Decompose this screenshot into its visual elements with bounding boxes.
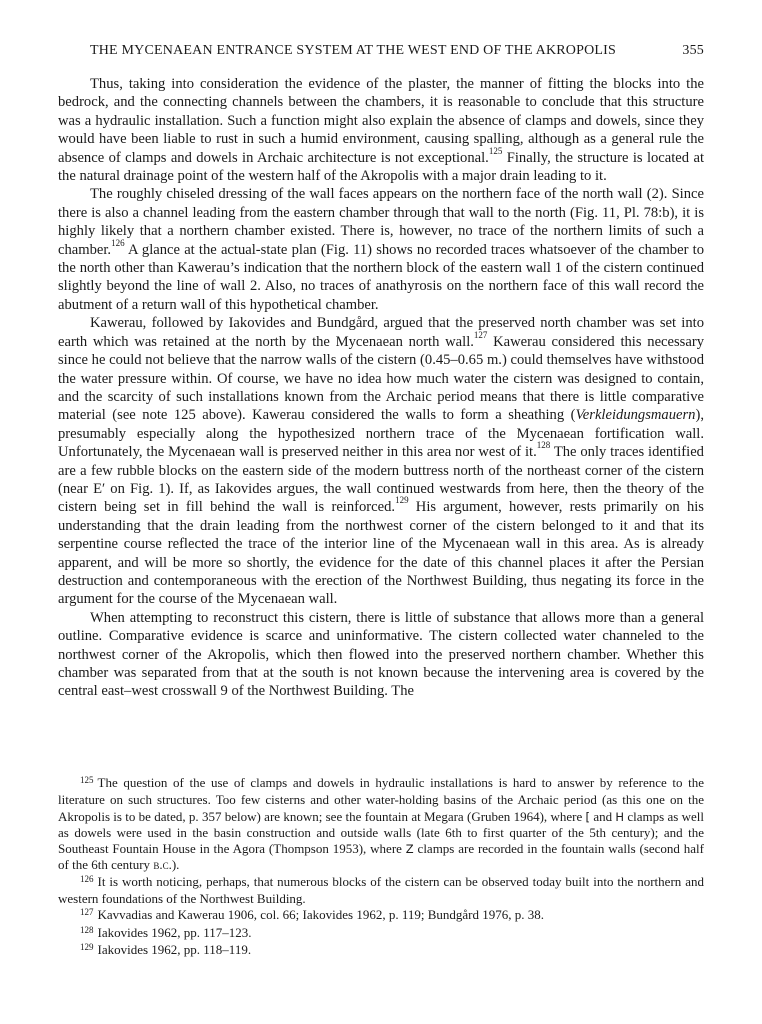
clamp-glyph-h: H: [615, 809, 625, 824]
paragraph-1: Thus, taking into consideration the evidence of the plaster, the manner of fitting the blocks into the bedrock, and the connecting channels between the chambers, it is reasonable to conclude that this structure was a hydraulic installation. Such a function might also explain the absence of clamps and dowels, since they would have been liable to rust in such a humid environment, causing spalling, although as a general rule the absence of clamps and dowels in Archaic architecture is not exceptional.$^{125}$ Finally, the structure is located at the natural drainage point of the western half of the Akropolis with a major drain leading to it.: [58, 76, 704, 185]
footnote-127: $^{127}$ Kavvadias and Kawerau 1906, col. 66; Iakovides 1962, p. 119; Bundgård 1976, p. 38.: [80, 907, 544, 923]
era-abbreviation: b.c.: [153, 857, 172, 873]
main-text: [58, 75, 704, 701]
footnote-number: 127: [80, 907, 94, 918]
clamp-glyph-bracket: [: [585, 809, 591, 824]
footnote-128: $^{128}$ Iakovides 1962, pp. 117–123.: [80, 924, 252, 940]
clamp-glyph-z: Z: [405, 842, 414, 857]
footnote-number: 129: [80, 941, 94, 952]
footnote-ref-129[interactable]: 129: [395, 495, 409, 506]
paragraph-4: When attempting to reconstruct this cistern, there is little of substance that allows more than a general outline. Comparative evidence is scarce and uninformative. The cistern collected water channeled to the northwest corner of the Akropolis, which then flowed into the preserved northern chamber. Whether this chamber was separated from that at the south is not known because the intervening area is covered by the central east–west crosswall 9 of the Northwest Building. The: [58, 609, 704, 700]
footnote-ref-125[interactable]: 125: [488, 145, 503, 156]
footnote-number: 128: [80, 924, 94, 935]
running-title: THE MYCENAEAN ENTRANCE SYSTEM AT THE WEST END OF THE AKROPOLIS: [90, 43, 617, 58]
running-header: [90, 43, 704, 59]
paragraph-2: The roughly chiseled dressing of the wall faces appears on the northern face of the north wall (2). Since there is also a channel leading from the eastern chamber through that wall to the north (Fig. 11, Pl. 78:b), it is highly likely that a northern chamber existed. There is, however, no trace of the northern limits of such a chamber.$^{126}$ A glance at the actual-state plan (Fig. 11) shows no recorded traces whatsoever of the chamber to the north other than Kawerau’s indication that the northern block of the eastern wall 1 of the cistern continued slightly beyond the line of wall 2. Also, no traces of anathyrosis on the northern face of this wall record the abutment of a return wall of this hypothetical chamber.: [58, 186, 704, 313]
footnote-ref-126[interactable]: 126: [111, 237, 125, 248]
footnotes: [58, 775, 704, 959]
footnote-number: 125: [80, 775, 94, 785]
footnote-125: $^{125}$ The question of the use of clamps and dowels in hydraulic installations is hard to answer by reference to the literature on such structures. Too few cisterns and other water-holding basins of the Archaic period (as this one on the Akropolis is to be dated, p. 357 below) are known; see the fountain at Megara (Gruben 1964), where [ and H clamps as well as dowels were used in the basin construction and outside walls (late 6th to first quarter of the 5th century); and the Southeast Fountain House in the Agora (Thompson 1953), where Z clamps are recorded in the fountain walls (second half of the 6th century b.c.).: [58, 775, 704, 873]
footnote-126: $^{126}$ It is worth noticing, perhaps, that numerous blocks of the cistern can be observed today built into the northern and western foundations of the Northwest Building.: [58, 873, 704, 907]
page-number: 355: [682, 43, 704, 58]
italic-term: Verkleidungsmauern: [575, 407, 696, 424]
paragraph-3: Kawerau, followed by Iakovides and Bundgård, argued that the preserved north chamber was set into earth which was retained at the north by the Mycenaean north wall.$^{127}$ Kawerau considered this necessary since he could not believe that the narrow walls of the cistern (0.45–0.65 m.) could themselves have withstood the water pressure within. Of course, we have no idea how much water the cistern was designed to contain, and the scarcity of such installations known from the Archaic period means that there is little comparative material (see note 125 above). Kawerau considered the walls to form a sheathing (Verkleidungsmauern), presumably especially along the hypothesized northern trace of the Mycenaean fortification wall. Unfortunately, the Mycenaean wall is preserved neither in this area nor west of it.$^{128}$ The only traces identified are a few rubble blocks on the eastern side of the modern buttress north of the northeast corner of the cistern (near E′ on Fig. 1). If, as Iakovides argues, the wall continued westwards from here, then the theory of the cistern being set in fill behind the wall is reinforced.$^{129}$ His argument, however, rests primarily on his understanding that the drain leading from the northwest corner of the cistern belonged to it and that its serpentine course reflected the trace of the interior line of the Mycenaean wall in this area. As is already apparent, and will be more so shortly, the evidence for the date of this channel places it after the Persian destruction and contemporaneous with the erection of the Northwest Building, thus negating its force in the argument for the course of the Mycenaean wall.: [58, 315, 704, 608]
footnote-ref-128[interactable]: 128: [536, 440, 551, 451]
footnote-ref-127[interactable]: 127: [473, 329, 488, 340]
footnote-number: 126: [80, 873, 94, 884]
footnote-129: $^{129}$ Iakovides 1962, pp. 118–119.: [80, 941, 252, 957]
